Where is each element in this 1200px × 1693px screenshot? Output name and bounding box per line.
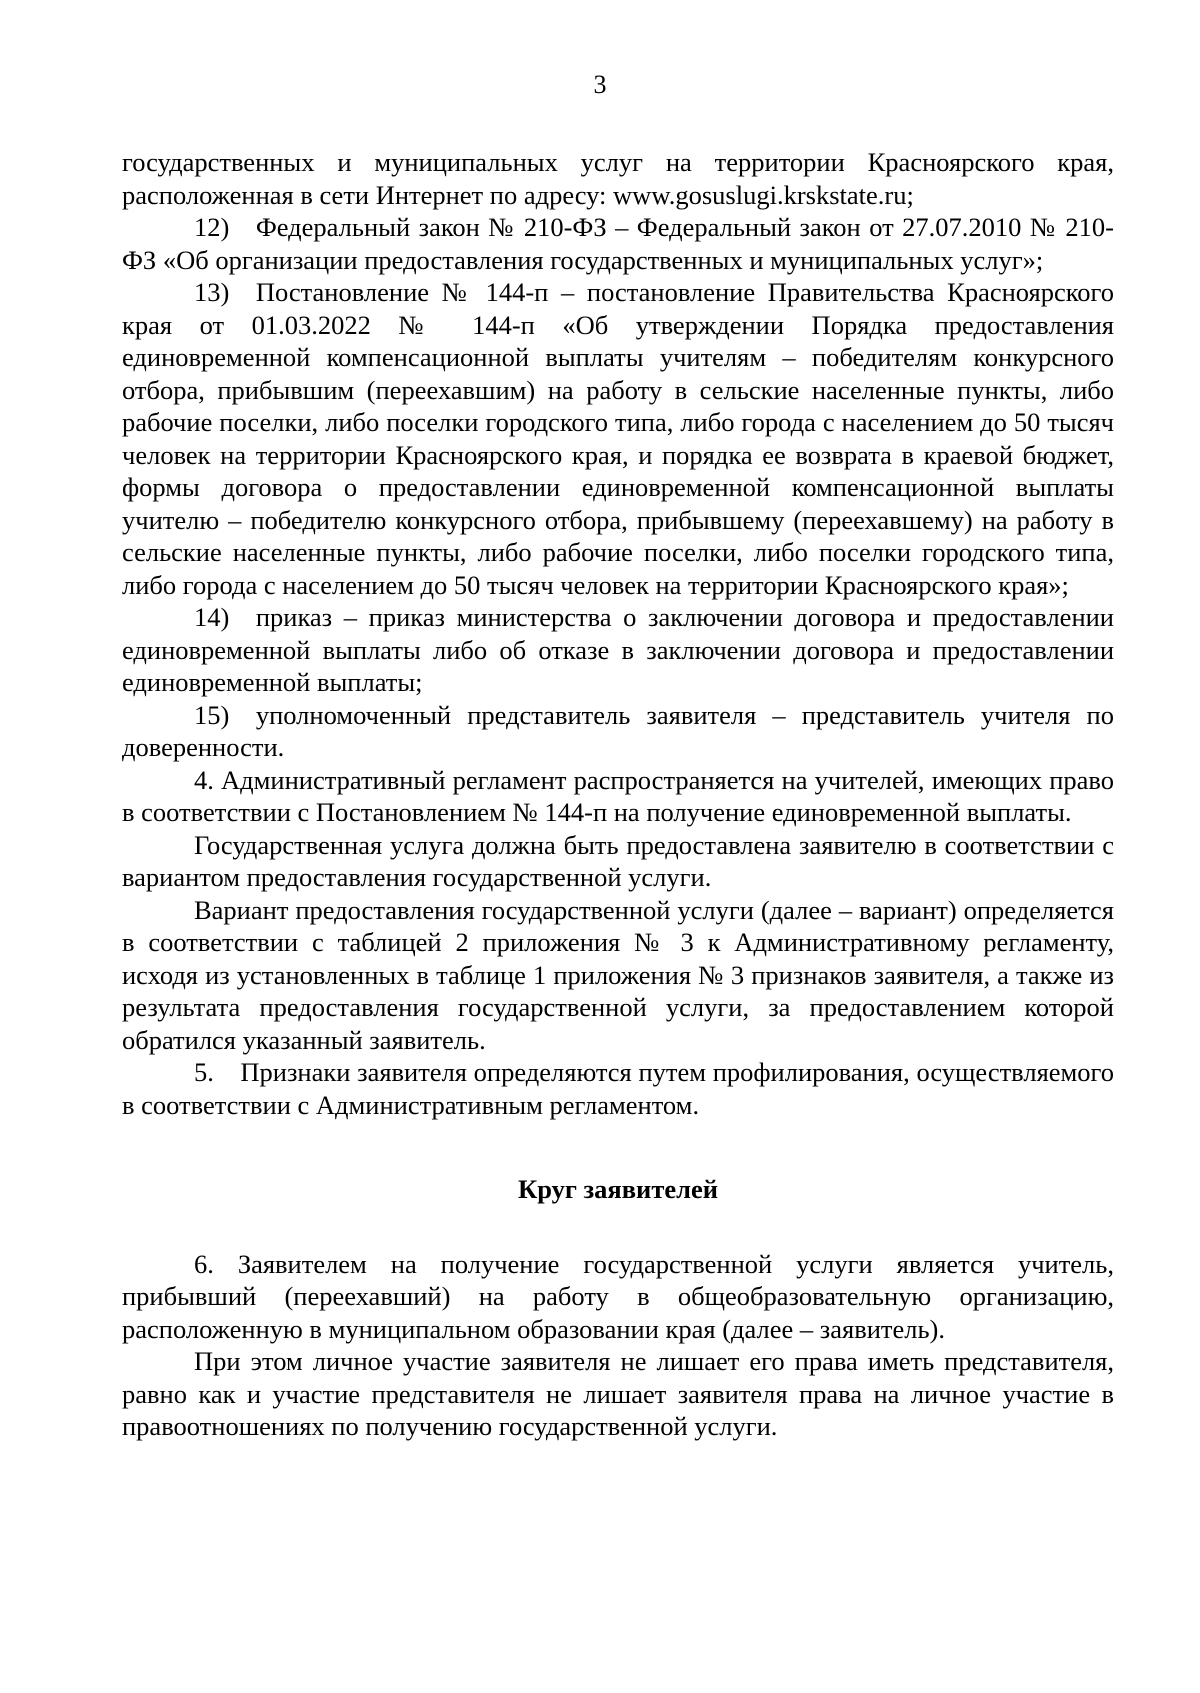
paragraph-item-14: 14) приказ – приказ министерства о заключении договора и предоставлении единовременной выплаты либо об отказе в заключении договора и предоставлении единовременной выплаты; [122, 602, 1114, 697]
document-body [122, 146, 1114, 1443]
paragraph-item-13: 13) Постановление № 144-п – постановление Правительства Красноярского края от 01.03.2022 № 144-п «Об утверждении Порядка предоставления единовременной компенсационной выплаты учителям – победителям конкурсного отбора, прибывшим (переехавшим) на работу в сельские населенные пункты, либо рабочие поселки, либо поселки городского типа, либо города с населением до 50 тысяч человек на территории Красноярского края, и порядка ее возврата в краевой бюджет, формы договора о предоставлении единовременной компенсационной выплаты учителю – победителю конкурсного отбора, прибывшему (переехавшему) на работу в сельские населенные пункты, либо рабочие поселки, либо поселки городского типа, либо города с населением до 50 тысяч человек на территории Красноярского края»; [122, 277, 1114, 600]
paragraph-point-6: 6. Заявителем на получение государственной услуги является учитель, прибывший (переехавший) на работу в общеобразовательную организацию, расположенную в муниципальном образовании края (далее – заявитель). [122, 1248, 1114, 1344]
page-number: 3 [593, 70, 607, 99]
paragraph-personal-participation: При этом личное участие заявителя не лишает его права иметь представителя, равно как и участие представителя не лишает заявителя права на личное участие в правоотношениях по получению государственной услуги. [122, 1346, 1114, 1441]
paragraph-item-15: 15) уполномоченный представитель заявителя – представитель учителя по доверенности. [122, 699, 1114, 762]
section-heading: Круг заявителей [517, 1174, 718, 1204]
paragraph-continuation: государственных и муниципальных услуг на территории Красноярского края, расположенная в сети Интернет по адресу: www.gosuslugi.krskstate.ru; [122, 147, 1114, 210]
paragraph-item-12: 12) Федеральный закон № 210-ФЗ – Федеральный закон от 27.07.2010 № 210-ФЗ «Об организации предоставления государственных и муниципальных услуг»; [122, 212, 1114, 275]
paragraph-variant: Вариант предоставления государственной услуги (далее – вариант) определяется в соответствии с таблицей 2 приложения № 3 к Административному регламенту, исходя из установленных в таблице 1 приложения № 3 признаков заявителя, а также из результата предоставления государственной услуги, за предоставлением которой обратился указанный заявитель. [122, 894, 1114, 1055]
paragraph-service-provision: Государственная услуга должна быть предоставлена заявителю в соответствии с вариантом предоставления государственной услуги. [122, 829, 1114, 892]
paragraph-point-5: 5. Признаки заявителя определяются путем профилирования, осуществляемого в соответствии с Административным регламентом. [122, 1057, 1114, 1120]
paragraph-point-4: 4. Административный регламент распространяется на учителей, имеющих право в соответствии с Постановлением № 144-п на получение единовременной выплаты. [122, 764, 1114, 827]
